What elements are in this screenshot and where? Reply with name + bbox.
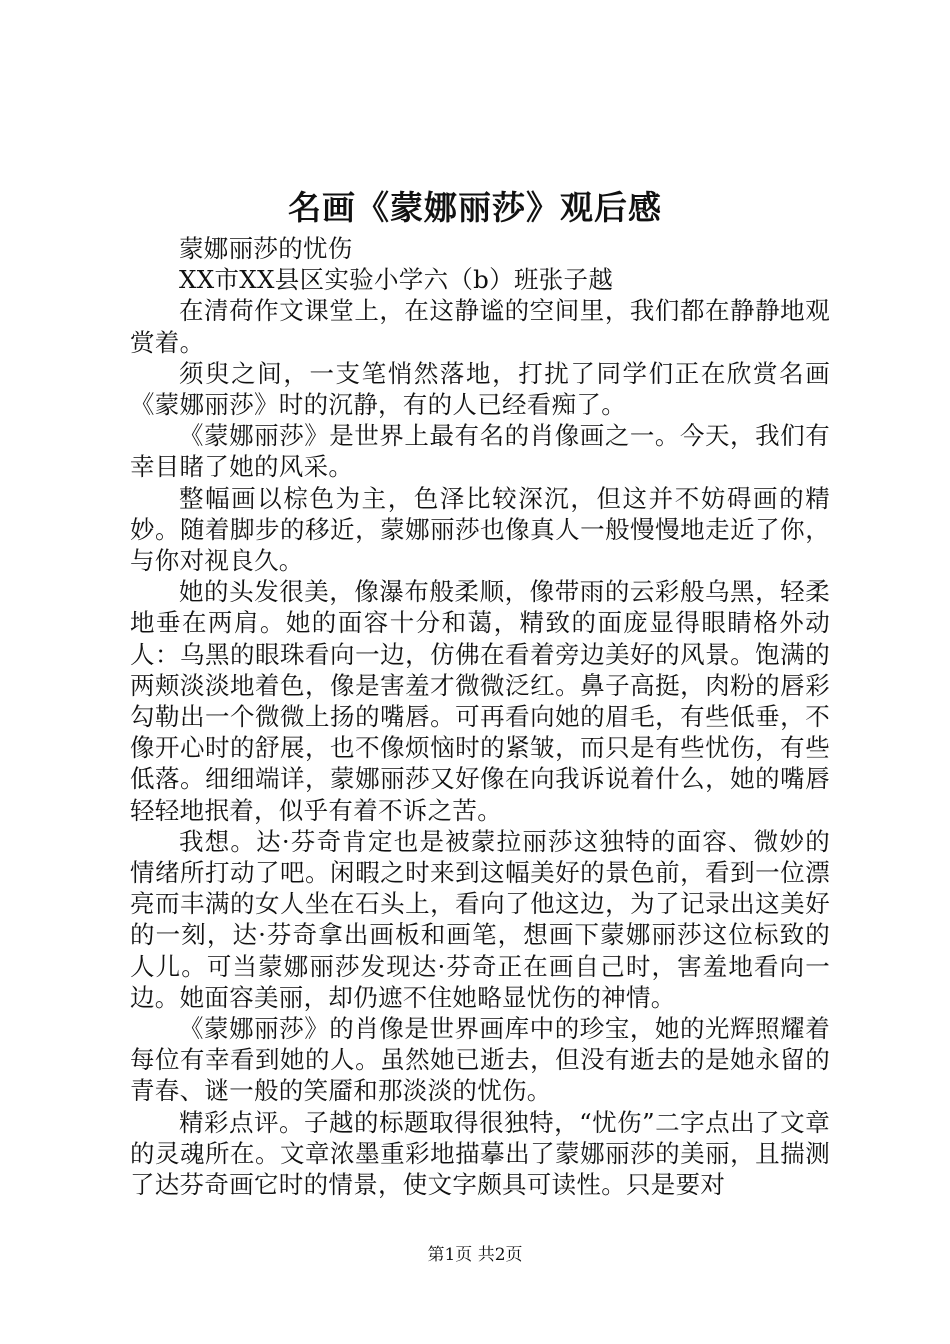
document-body (130, 233, 830, 1200)
body-paragraph: 整幅画以棕色为主，色泽比较深沉，但这并不妨碍画的精妙。随着脚步的移近，蒙娜丽莎也像真人一般慢慢地走近了你，与你对视良久。 (130, 483, 830, 576)
body-paragraph: 我想。达·芬奇肯定也是被蒙拉丽莎这独特的面容、微妙的情绪所打动了吧。闲暇之时来到这幅美好的景色前，看到一位漂亮而丰满的女人坐在石头上，看向了他这边，为了记录出这美好的一刻，达·芬奇拿出画板和画笔，想画下蒙娜丽莎这位标致的人儿。可当蒙娜丽莎发现达·芬奇正在画自己时，害羞地看向一边。她面容美丽，却仍遮不住她略显忧伤的神情。 (130, 826, 830, 1012)
author-line: XX市XX县区实验小学六（b）班张子越 (179, 265, 614, 295)
page-number-footer: 第1页 共2页 (427, 1245, 523, 1265)
commentary-paragraph: 精彩点评。子越的标题取得很独特，“忧伤”二字点出了文章的灵魂所在。文章浓墨重彩地描摹出了蒙娜丽莎的美丽，且揣测了达芬奇画它时的情景，使文字颇具可读性。只是要对 (130, 1107, 830, 1200)
body-paragraph: 《蒙娜丽莎》的肖像是世界画库中的珍宝，她的光辉照耀着每位有幸看到她的人。虽然她已逝去，但没有逝去的是她永留的青春、谜一般的笑靥和那淡淡的忧伤。 (130, 1014, 830, 1106)
body-paragraph: 须臾之间，一支笔悄然落地，打扰了同学们正在欣赏名画《蒙娜丽莎》时的沉静，有的人已经看痴了。 (130, 358, 830, 420)
body-paragraph: 她的头发很美，像瀑布般柔顺，像带雨的云彩般乌黑，轻柔地垂在两肩。她的面容十分和蔼，精致的面庞显得眼睛格外动人：乌黑的眼珠看向一边，仿佛在看着旁边美好的风景。饱满的两颊淡淡地着色，像是害羞才微微泛红。鼻子高挺，肉粉的唇彩勾勒出一个微微上扬的嘴唇。可再看向她的眉毛，有些低垂，不像开心时的舒展，也不像烦恼时的紧皱，而只是有些忧伤，有些低落。细细端详，蒙娜丽莎又好像在向我诉说着什么，她的嘴唇轻轻地抿着，似乎有着不诉之苦。 (130, 577, 830, 825)
document-title: 名画《蒙娜丽莎》观后感 (288, 188, 662, 227)
essay-subtitle: 蒙娜丽莎的忧伤 (179, 234, 353, 263)
body-paragraph: 《蒙娜丽莎》是世界上最有名的肖像画之一。今天，我们有幸目睹了她的风采。 (130, 421, 830, 482)
body-paragraph: 在清荷作文课堂上，在这静谧的空间里，我们都在静静地观赏着。 (130, 296, 830, 357)
